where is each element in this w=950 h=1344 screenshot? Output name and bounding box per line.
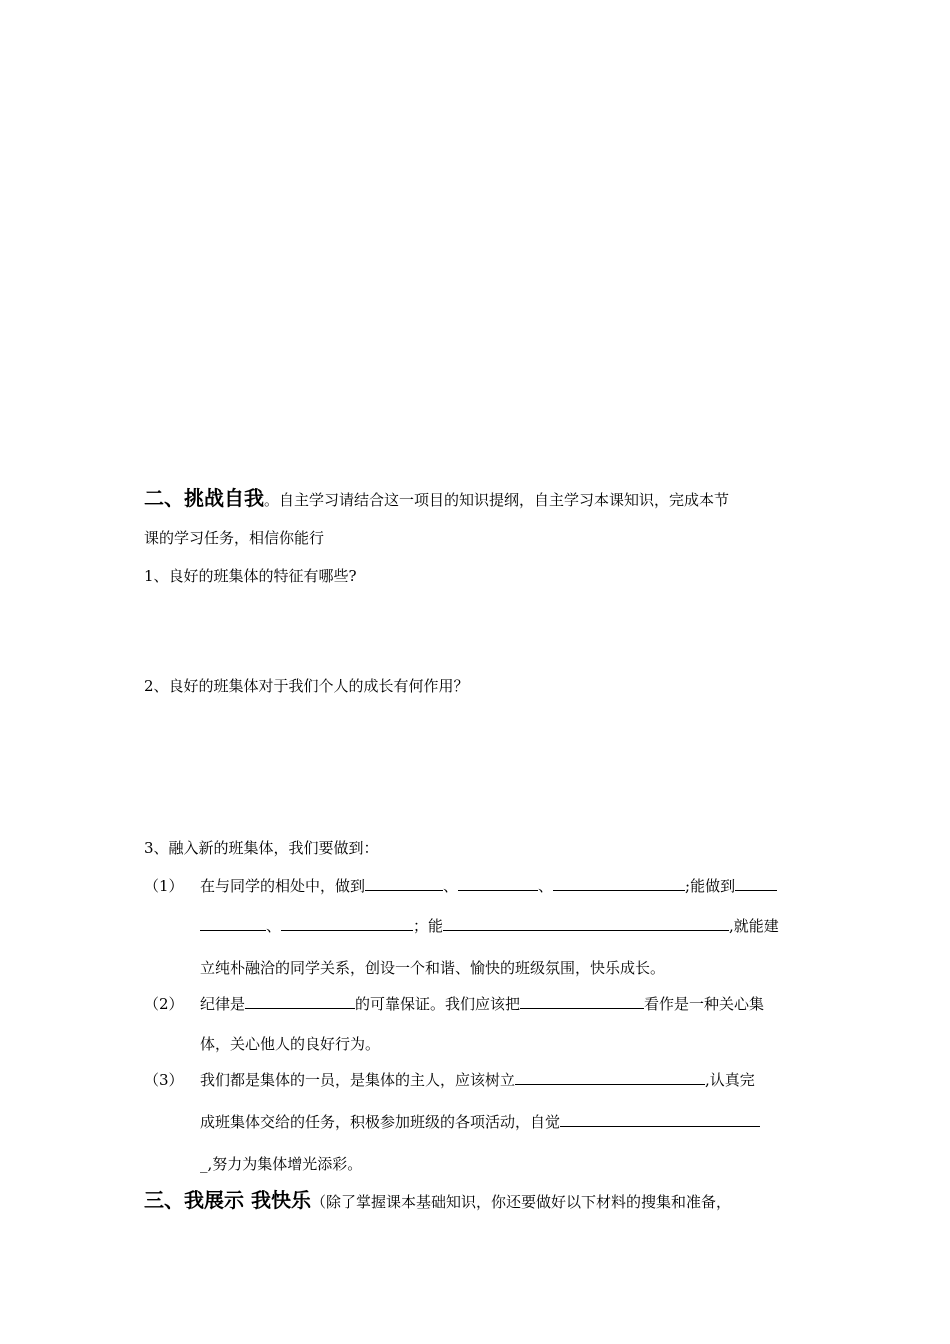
section3-heading: 三、我展示 我快乐 (144, 1188, 311, 1212)
blank-1[interactable] (365, 876, 443, 891)
blank-4[interactable] (735, 876, 777, 891)
blank-2[interactable] (458, 876, 538, 891)
question-1: 1、良好的班集体的特征有哪些? (144, 567, 357, 585)
item-1-line-2 (200, 916, 808, 936)
blank-6[interactable] (443, 916, 729, 931)
item-2-text-1 (200, 994, 764, 1014)
section2-intro-line2: 课的学习任务，相信你能行 (144, 529, 325, 547)
item-1-can: ；能 (413, 917, 444, 935)
item-3-text-1 (200, 1070, 755, 1090)
item-3-line-2 (200, 1112, 760, 1132)
blank-7[interactable] (245, 994, 355, 1009)
item-2-lead: 纪律是 (200, 995, 246, 1013)
item-2-end: 看作是一种关心集 (644, 995, 765, 1013)
item-2-number: （2） (144, 995, 184, 1013)
item-1-text-1 (200, 876, 777, 896)
item-1-can-do: ;能做到 (685, 877, 736, 895)
section3-intro: （除了掌握课本基础知识，你还要做好以下材料的搜集和准备， (310, 1193, 731, 1211)
item-3-text-2: 成班集体交给的任务，积极参加班级的各项活动，自觉 (200, 1113, 561, 1131)
item-3-line-3: _,努力为集体增光添彩。 (200, 1155, 363, 1173)
item-1-lead: 在与同学的相处中，做到 (200, 877, 366, 895)
item-2-middle: 的可靠保证。我们应该把 (355, 995, 521, 1013)
item-3-number: （3） (144, 1071, 184, 1089)
section2-heading: 二、挑战自我 (144, 486, 264, 510)
blank-9[interactable] (515, 1070, 705, 1085)
blank-8[interactable] (520, 994, 644, 1009)
item-1-then: ,就能建 (729, 917, 779, 935)
item-1-number: （1） (144, 877, 184, 895)
item-1-line-3: 立纯朴融洽的同学关系，创设一个和谐、愉快的班级氛围，快乐成长。 (200, 959, 666, 977)
separator: 、 (266, 917, 282, 935)
question-3: 3、融入新的班集体，我们要做到： (144, 839, 379, 857)
section3-heading-line (144, 1190, 731, 1212)
blank-4-cont[interactable] (200, 916, 266, 931)
separator: 、 (443, 877, 459, 895)
section2-intro: 。自主学习请结合这一项目的知识提纲，自主学习本课知识，完成本节 (264, 491, 730, 509)
separator: 、 (538, 877, 554, 895)
item-2-line-2: 体，关心他人的良好行为。 (200, 1035, 381, 1053)
question-2: 2、良好的班集体对于我们个人的成长有何作用？ (144, 677, 469, 695)
blank-10[interactable] (560, 1112, 760, 1127)
blank-3[interactable] (553, 876, 685, 891)
item-3-lead: 我们都是集体的一员，是集体的主人，应该树立 (200, 1071, 516, 1089)
section2-heading-line (144, 488, 729, 510)
item-3-end: ,认真完 (705, 1071, 755, 1089)
blank-5[interactable] (281, 916, 413, 931)
